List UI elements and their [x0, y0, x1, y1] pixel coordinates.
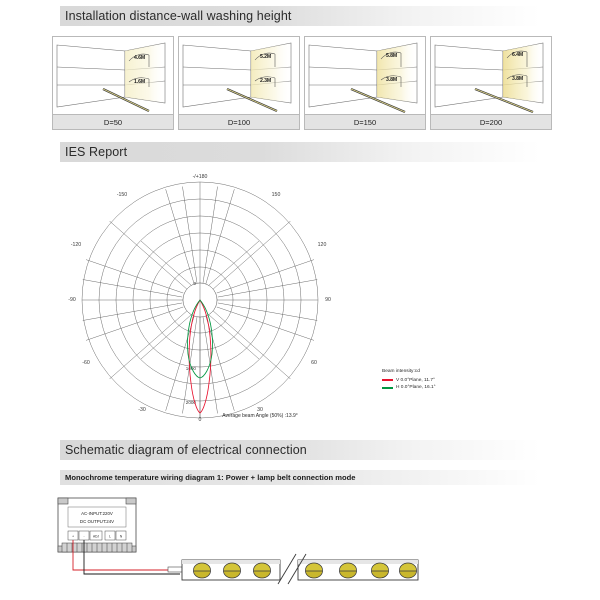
psu-terminal-adj: ADJ — [92, 534, 100, 539]
panel-illustration — [431, 37, 551, 114]
polar-label-90: 90 — [325, 297, 331, 303]
polar-plot-svg — [60, 168, 540, 430]
panel-top-dimension: 5.2M — [260, 54, 272, 60]
panel-bottom-dimension: 1.6M — [134, 79, 146, 85]
polar-label-neg120: -120 — [70, 242, 82, 248]
ies-polar-chart — [60, 168, 540, 430]
polar-label-180: -/+180 — [192, 174, 208, 180]
panel-bottom-dimension: 2.3M — [260, 78, 272, 84]
section-header-installation — [60, 6, 540, 26]
installation-panel — [52, 36, 174, 130]
psu-terminal-l: L — [109, 534, 111, 539]
legend-entry-h-plane — [382, 384, 436, 392]
psu-terminal-n: N — [119, 534, 123, 539]
installation-panels — [52, 36, 552, 130]
legend-swatch-red — [382, 379, 393, 381]
polar-label-neg90: -90 — [68, 297, 76, 303]
polar-label-120: 120 — [317, 242, 327, 248]
polar-center-label: 0 — [193, 281, 196, 286]
panel-top-dimension: 6.4M — [512, 52, 524, 58]
chart-legend — [382, 368, 436, 392]
panel-caption: D=100 — [179, 114, 299, 129]
legend-title: Beam intensity:cd — [382, 369, 420, 374]
polar-label-30: 30 — [257, 407, 263, 413]
wiring-schematic — [50, 490, 570, 595]
psu-terminal-plus: + — [72, 534, 74, 539]
wiring-subtitle-bar — [60, 470, 540, 485]
led-strip — [168, 554, 418, 584]
section-title-installation: Installation distance-wall washing height — [65, 9, 292, 23]
installation-panel — [430, 36, 552, 130]
section-title-ies: IES Report — [65, 145, 128, 159]
panel-illustration — [179, 37, 299, 114]
panel-caption: D=50 — [53, 114, 173, 129]
power-supply-unit — [58, 498, 136, 552]
installation-panel — [178, 36, 300, 130]
polar-radial-label-2000: 2000 — [185, 400, 196, 405]
panel-top-dimension: 4.6M — [134, 55, 146, 61]
schematic-svg — [50, 490, 570, 595]
panel-illustration — [53, 37, 173, 114]
section-header-schematic — [60, 440, 540, 460]
polar-label-neg30: -30 — [138, 407, 146, 413]
panel-illustration — [305, 37, 425, 114]
wiring-subtitle: Monochrome temperature wiring diagram 1: Power + lamp belt connection mode — [65, 473, 356, 482]
psu-dc-output-label: DC OUTPUT:24V — [79, 519, 115, 524]
section-title-schematic: Schematic diagram of electrical connection — [65, 443, 307, 457]
legend-entry-v-plane — [382, 377, 436, 385]
panel-bottom-dimension: 3.8M — [386, 77, 398, 83]
panel-caption: D=150 — [305, 114, 425, 129]
polar-label-neg150: -150 — [116, 192, 128, 198]
psu-terminal-minus: - — [83, 534, 85, 539]
installation-panel — [304, 36, 426, 130]
polar-radial-label-1000: 1000 — [185, 366, 196, 371]
legend-label-v-plane: V 0.0°Plane, 11.7° — [396, 377, 435, 383]
panel-bottom-dimension: 3.8M — [512, 76, 524, 82]
beam-angle-caption: Average beam Angle (50%) :13.9° — [222, 413, 298, 419]
section-header-ies — [60, 142, 540, 162]
legend-label-h-plane: H 0.0°Plane, 16.1° — [396, 385, 436, 390]
panel-caption: D=200 — [431, 114, 551, 129]
polar-label-60: 60 — [311, 360, 317, 366]
polar-label-0: 0 — [198, 417, 202, 423]
polar-label-neg60: -60 — [82, 360, 90, 366]
polar-label-150: 150 — [271, 192, 281, 198]
panel-top-dimension: 5.8M — [386, 53, 398, 59]
psu-ac-input-label: AC-INPUT:220V — [81, 511, 113, 516]
legend-swatch-green — [382, 387, 393, 389]
